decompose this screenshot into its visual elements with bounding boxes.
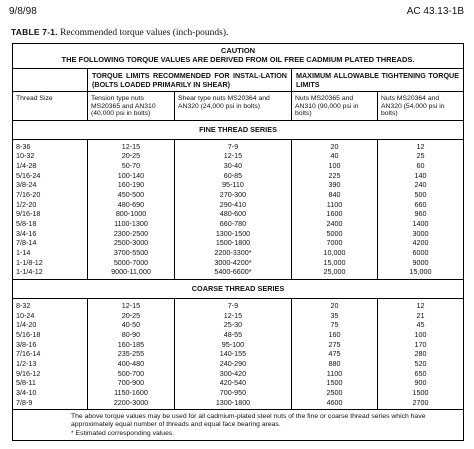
table-cell: 25,000 bbox=[323, 267, 346, 277]
coarse-max-shear-values bbox=[378, 298, 464, 409]
caption-text: Recommended torque values (inch-pounds). bbox=[60, 28, 229, 38]
table-cell: 2200-3300* bbox=[214, 248, 252, 257]
table-cell: 480-600 bbox=[219, 209, 247, 219]
table-cell: 1/4-20 bbox=[16, 320, 37, 330]
coarse-tension-values bbox=[88, 298, 175, 409]
thread-size-header: Thread Size bbox=[13, 92, 88, 121]
table-cell: 880 bbox=[328, 358, 341, 368]
table-cell: 840 bbox=[328, 190, 341, 200]
fine-thread-data bbox=[13, 139, 464, 279]
table-cell: 10,000 bbox=[323, 248, 346, 257]
table-cell: 12-15 bbox=[223, 151, 243, 161]
table-cell: 20 bbox=[330, 300, 339, 310]
table-cell: 450-500 bbox=[117, 190, 145, 200]
table-cell: 390 bbox=[328, 180, 341, 190]
table-cell: 240-290 bbox=[219, 358, 247, 368]
header-blank bbox=[13, 69, 88, 92]
caption-label: TABLE 7-1. bbox=[11, 27, 58, 37]
table-cell: 275 bbox=[328, 339, 341, 349]
table-cell: 500-700 bbox=[117, 368, 145, 378]
header-doc-id: AC 43.13-1B bbox=[406, 6, 464, 17]
table-cell: 170 bbox=[414, 339, 427, 349]
table-cell: 30-40 bbox=[223, 161, 243, 171]
table-cell: 160-185 bbox=[117, 339, 145, 349]
table-cell: 9000-11,000 bbox=[111, 267, 151, 277]
table-cell: 25 bbox=[416, 151, 425, 161]
table-cell: 12 bbox=[416, 141, 425, 151]
table-cell: 1-1/4-12 bbox=[16, 267, 43, 277]
table-cell: 48-55 bbox=[223, 329, 243, 339]
table-cell: 225 bbox=[328, 170, 341, 180]
table-cell: 3/8-16 bbox=[16, 339, 37, 349]
table-cell: 420-540 bbox=[219, 378, 247, 388]
table-cell: 9/16-18 bbox=[16, 209, 41, 219]
tension-nuts-header: Tension type nuts MS20365 and AN310 (40,000 psi in bolts) bbox=[88, 92, 175, 121]
table-cell: 1500 bbox=[412, 387, 429, 397]
max-header: MAXIMUM ALLOWABLE TIGHTENING TORQUE LIMITS bbox=[292, 69, 464, 92]
table-cell: 75 bbox=[330, 320, 339, 330]
table-cell: 4600 bbox=[326, 397, 343, 407]
table-caption bbox=[11, 27, 228, 38]
table-cell: 1/2-13 bbox=[16, 358, 37, 368]
table-cell: 800-1000 bbox=[115, 209, 147, 219]
table-cell: 25-30 bbox=[223, 320, 243, 330]
table-cell: 240 bbox=[414, 180, 427, 190]
table-cell: 15,000 bbox=[323, 257, 346, 267]
table-cell: 700-900 bbox=[117, 378, 145, 388]
footnote-text: The above torque values may be used for all cadmium-plated steel nuts of the fine or coarse thread series which have approximately equal number of threads and equal face bearing areas. bbox=[71, 413, 426, 429]
max-tension-header: Nuts MS20365 and AN310 (90,000 psi in bolts) bbox=[292, 92, 378, 121]
table-cell: 140-155 bbox=[219, 349, 247, 359]
table-cell: 40 bbox=[330, 151, 339, 161]
table-cell: 8-36 bbox=[16, 141, 31, 151]
table-cell: 35 bbox=[330, 310, 339, 320]
table-cell: 9/16-12 bbox=[16, 368, 41, 378]
table-cell: 50-70 bbox=[121, 161, 141, 171]
table-cell: 2300-2500 bbox=[113, 228, 149, 238]
header-date: 9/8/98 bbox=[9, 6, 37, 17]
table-cell: 290-410 bbox=[219, 199, 247, 209]
table-cell: 100 bbox=[328, 161, 341, 171]
torque-table bbox=[12, 43, 464, 441]
table-cell: 700-950 bbox=[219, 387, 247, 397]
table-cell: 15,000 bbox=[409, 267, 432, 277]
coarse-thread-data bbox=[13, 298, 464, 409]
footnote bbox=[13, 410, 464, 441]
caution-text: THE FOLLOWING TORQUE VALUES ARE DERIVED FROM OIL FREE CADMIUM PLATED THREADS. bbox=[61, 54, 415, 64]
coarse-thread-sizes bbox=[13, 298, 88, 409]
table-cell: 12-15 bbox=[121, 141, 141, 151]
table-cell: 2500-3000 bbox=[113, 238, 149, 248]
table-cell: 5400-6600* bbox=[214, 267, 252, 277]
table-cell: 8-32 bbox=[16, 300, 31, 310]
table-cell: 1600 bbox=[326, 209, 343, 219]
table-cell: 21 bbox=[416, 310, 425, 320]
table-cell: 7/8-14 bbox=[16, 238, 37, 248]
table-cell: 1-14 bbox=[16, 248, 31, 257]
table-cell: 10-24 bbox=[16, 310, 35, 320]
table-cell: 5000 bbox=[326, 228, 343, 238]
table-cell: 7-9 bbox=[227, 141, 239, 151]
table-cell: 80-90 bbox=[121, 329, 141, 339]
fine-thread-title: FINE THREAD SERIES bbox=[13, 120, 464, 139]
table-cell: 520 bbox=[414, 358, 427, 368]
table-cell: 960 bbox=[414, 209, 427, 219]
caution-title: CAUTION bbox=[220, 46, 256, 55]
table-cell: 1300-1800 bbox=[215, 397, 251, 407]
table-cell: 100 bbox=[414, 329, 427, 339]
table-cell: 95-100 bbox=[221, 339, 245, 349]
table-cell: 2200-3000 bbox=[113, 397, 149, 407]
table-cell: 7000 bbox=[326, 238, 343, 248]
fine-max-shear-values bbox=[378, 139, 464, 279]
table-cell: 100-140 bbox=[117, 170, 145, 180]
table-cell: 1500-1800 bbox=[215, 238, 251, 248]
table-cell: 400-480 bbox=[117, 358, 145, 368]
table-cell: 60 bbox=[416, 161, 425, 171]
table-cell: 1100 bbox=[326, 199, 343, 209]
table-cell: 60-85 bbox=[223, 170, 243, 180]
fine-tension-values bbox=[88, 139, 175, 279]
table-cell: 5/16-24 bbox=[16, 170, 41, 180]
table-cell: 1500 bbox=[326, 378, 343, 388]
table-cell: 1/2-20 bbox=[16, 199, 37, 209]
table-cell: 95-110 bbox=[222, 180, 244, 190]
max-shear-header: Nuts MS20364 and AN320 (54,000 psi in bolts) bbox=[378, 92, 464, 121]
table-cell: 7/16-14 bbox=[16, 349, 41, 359]
table-cell: 1400 bbox=[412, 219, 429, 229]
table-cell: 500 bbox=[414, 190, 427, 200]
table-cell: 480-690 bbox=[117, 199, 145, 209]
table-cell: 140 bbox=[414, 170, 427, 180]
coarse-shear-values bbox=[175, 298, 292, 409]
coarse-thread-title: COARSE THREAD SERIES bbox=[13, 279, 464, 298]
table-cell: 20-25 bbox=[121, 310, 141, 320]
table-cell: 12-15 bbox=[121, 300, 141, 310]
table-cell: 280 bbox=[414, 349, 427, 359]
table-cell: 160 bbox=[328, 329, 341, 339]
table-cell: 3/4-16 bbox=[16, 228, 37, 238]
table-cell: 1300-1500 bbox=[215, 228, 251, 238]
fine-max-tension-values bbox=[292, 139, 378, 279]
table-cell: 235-255 bbox=[117, 349, 145, 359]
table-cell: 7/8-9 bbox=[16, 397, 33, 407]
table-cell: 9000 bbox=[412, 257, 429, 267]
table-cell: 4200 bbox=[412, 238, 429, 248]
table-cell: 1/4-28 bbox=[16, 161, 37, 171]
table-cell: 12-15 bbox=[223, 310, 243, 320]
coarse-max-tension-values bbox=[292, 298, 378, 409]
table-cell: 6000 bbox=[412, 248, 429, 257]
table-cell: 3/8-24 bbox=[16, 180, 37, 190]
table-cell: 20-25 bbox=[121, 151, 141, 161]
footnote-estimate: * Estimated corresponding values. bbox=[71, 429, 175, 437]
table-cell: 1100-1300 bbox=[114, 219, 148, 229]
table-cell: 3/4-10 bbox=[16, 387, 37, 397]
table-cell: 2700 bbox=[412, 397, 429, 407]
fine-thread-sizes bbox=[13, 139, 88, 279]
table-cell: 45 bbox=[416, 320, 425, 330]
table-cell: 1-1/8-12 bbox=[16, 257, 43, 267]
install-header: TORQUE LIMITS RECOMMENDED FOR INSTAL-LATION (BOLTS LOADED PRIMARILY IN SHEAR) bbox=[88, 69, 292, 92]
table-cell: 3000-4200* bbox=[214, 257, 252, 267]
table-cell: 650 bbox=[414, 368, 427, 378]
table-cell: 1100 bbox=[326, 368, 343, 378]
table-cell: 5/8-18 bbox=[16, 219, 37, 229]
table-cell: 900 bbox=[414, 378, 427, 388]
shear-nuts-header: Shear type nuts MS20364 and AN320 (24,000 psi in bolts) bbox=[175, 92, 292, 121]
table-cell: 3700-5500 bbox=[113, 248, 149, 257]
table-cell: 5/16-18 bbox=[16, 329, 41, 339]
table-cell: 10-32 bbox=[16, 151, 35, 161]
table-cell: 1150-1600 bbox=[114, 387, 148, 397]
caution-box bbox=[13, 44, 464, 69]
table-cell: 3000 bbox=[412, 228, 429, 238]
table-cell: 160-190 bbox=[117, 180, 145, 190]
table-cell: 5/8-11 bbox=[16, 378, 36, 388]
table-cell: 40-50 bbox=[121, 320, 141, 330]
table-cell: 2500 bbox=[326, 387, 343, 397]
fine-shear-values bbox=[175, 139, 292, 279]
table-cell: 7/16-20 bbox=[16, 190, 41, 200]
table-cell: 12 bbox=[416, 300, 425, 310]
table-cell: 475 bbox=[328, 349, 341, 359]
table-cell: 7-9 bbox=[227, 300, 239, 310]
table-cell: 5000-7000 bbox=[113, 257, 149, 267]
table-cell: 300-420 bbox=[219, 368, 247, 378]
table-cell: 2400 bbox=[326, 219, 343, 229]
table-cell: 660 bbox=[414, 199, 427, 209]
table-cell: 20 bbox=[330, 141, 339, 151]
table-cell: 270-300 bbox=[219, 190, 247, 200]
table-cell: 660-780 bbox=[219, 219, 247, 229]
